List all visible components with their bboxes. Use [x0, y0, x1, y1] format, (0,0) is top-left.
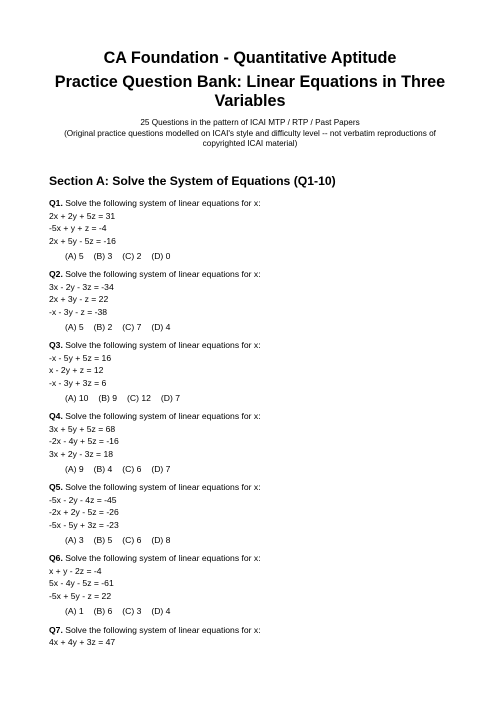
question-text: Solve the following system of linear equations for x:: [62, 269, 261, 280]
answer-option: (D) 4: [151, 322, 171, 333]
question-item: [49, 339, 459, 405]
question-text: Solve the following system of linear equations for x:: [62, 411, 261, 422]
question-number: Q5.: [49, 482, 63, 493]
question-item: [49, 481, 459, 547]
equation-line: 2x + 3y - z = 22: [49, 294, 109, 305]
answer-options: [49, 392, 459, 405]
question-stem: [49, 339, 459, 352]
question-item: [49, 197, 459, 263]
answer-option: (B) 6: [93, 606, 113, 617]
answer-option: (D) 8: [151, 535, 171, 546]
question-number: Q4.: [49, 411, 63, 422]
answer-option: (A) 1: [65, 606, 84, 617]
answer-options: [49, 250, 459, 263]
question-stem: [49, 268, 459, 281]
answer-options: [49, 605, 459, 618]
answer-option: (A) 5: [65, 251, 84, 261]
subtitle-line-2: (Original practice questions modelled on ICAI's style and difficulty level -- not verbatim reproductions of: [64, 128, 436, 138]
question-number: Q2.: [49, 269, 63, 280]
answer-options: [49, 534, 459, 547]
equation-line: -5x + y + z = -4: [49, 223, 107, 233]
answer-option: (B) 4: [93, 464, 113, 475]
answer-option: (D) 7: [160, 393, 181, 404]
answer-option: (B) 9: [98, 393, 118, 404]
answer-option: (A) 5: [65, 322, 84, 333]
answer-option: (A) 3: [65, 535, 84, 546]
equation-line: -x - 3y - z = -38: [49, 306, 108, 317]
answer-option: (A) 9: [65, 464, 84, 475]
question-number: Q1.: [49, 198, 63, 208]
equation-line: -2x + 2y - 5z = -26: [49, 507, 119, 518]
equation-line: 3x + 5y + 5z = 68: [49, 423, 116, 434]
answer-option: (D) 0: [151, 251, 171, 261]
subtitle-line-1: 25 Questions in the pattern of ICAI MTP / RTP / Past Papers: [140, 118, 360, 127]
equation-line: -5x + 5y - z = 22: [49, 590, 112, 601]
question-number: Q6.: [49, 553, 63, 564]
equation-line: -5x - 5y + 3z = -23: [49, 519, 119, 530]
equation-line: 2x + 5y - 5z = -16: [49, 235, 116, 246]
question-stem: [49, 624, 459, 637]
equation-line: x + y - 2z = -4: [49, 565, 102, 576]
section-heading: Section A: Solve the System of Equations (Q1-10): [49, 174, 336, 188]
question-stem: [49, 197, 459, 210]
document-subtitle-heading: Practice Question Bank: Linear Equations in Three Variables: [54, 73, 446, 110]
equation-line: 3x - 2y - 3z = -34: [49, 281, 114, 292]
question-number: Q7.: [49, 624, 63, 635]
answer-option: (C) 2: [122, 251, 142, 261]
question-stem: [49, 552, 459, 565]
question-item: [49, 552, 459, 618]
equation-line: 4x + 4y + 3z = 47: [49, 637, 116, 648]
answer-option: (C) 6: [122, 535, 142, 546]
question-list: [49, 197, 459, 654]
equation-line: 3x + 2y - 3z = 18: [49, 448, 114, 459]
question-text: Solve the following system of linear equations for x:: [62, 624, 261, 635]
equation-line: -2x - 4y + 5z = -16: [49, 436, 119, 447]
equation-line: -x - 3y + 3z = 6: [49, 377, 107, 388]
answer-option: (C) 6: [122, 464, 142, 475]
question-text: Solve the following system of linear equations for x:: [62, 553, 261, 564]
answer-option: (B) 2: [93, 322, 113, 333]
question-text: Solve the following system of linear equations for x:: [62, 198, 261, 208]
question-stem: [49, 410, 459, 423]
question-text: Solve the following system of linear equations for x:: [62, 482, 261, 493]
question-item: [49, 624, 459, 649]
document-title: CA Foundation - Quantitative Aptitude: [103, 49, 397, 67]
answer-options: [49, 463, 459, 476]
answer-option: (B) 5: [93, 535, 113, 546]
question-stem: [49, 481, 459, 494]
answer-option: (D) 7: [151, 464, 171, 475]
equation-line: 5x - 4y - 5z = -61: [49, 578, 114, 589]
answer-options: [49, 321, 459, 334]
equation-line: -x - 5y + 5z = 16: [49, 352, 112, 363]
answer-option: (A) 10: [65, 393, 89, 404]
question-item: [49, 410, 459, 476]
answer-option: (C) 12: [127, 393, 151, 404]
equation-line: -5x - 2y - 4z = -45: [49, 494, 117, 505]
answer-option: (D) 4: [151, 606, 171, 617]
equation-line: 2x + 2y + 5z = 31: [49, 210, 116, 221]
answer-option: (C) 3: [122, 606, 142, 617]
equation-line: x - 2y + z = 12: [49, 365, 104, 376]
question-item: [49, 268, 459, 334]
subtitle-line-3: copyrighted ICAI material): [202, 139, 298, 148]
question-text: Solve the following system of linear equations for x:: [62, 340, 261, 351]
answer-option: (B) 3: [93, 251, 113, 261]
question-number: Q3.: [49, 340, 63, 351]
answer-option: (C) 7: [122, 322, 142, 333]
